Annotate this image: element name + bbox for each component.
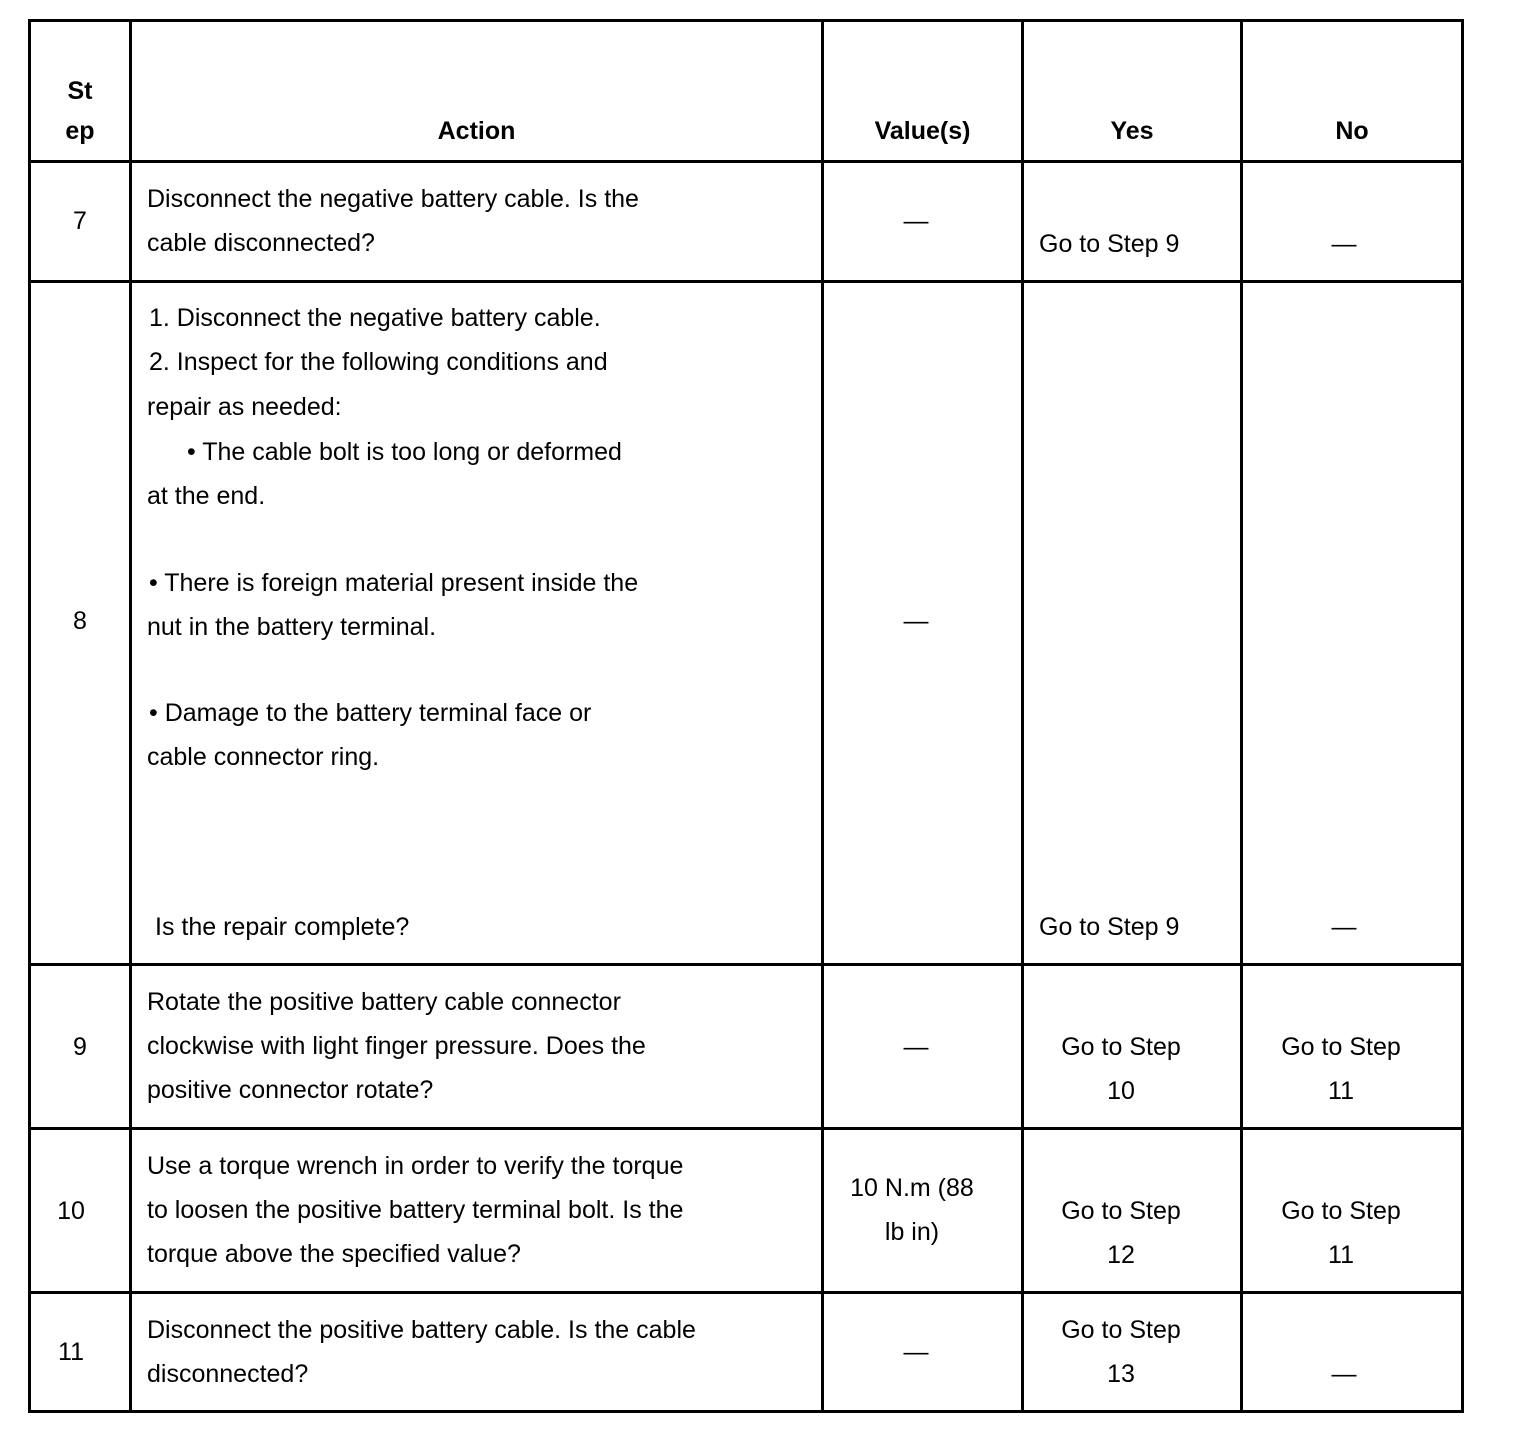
action-line: Disconnect the negative battery cable. Is the (147, 185, 639, 213)
yes-cell (1024, 1308, 1218, 1396)
row-divider (28, 1291, 1464, 1294)
yes-line: 12 (1107, 1241, 1135, 1269)
yes-line: Go to Step (1061, 1197, 1181, 1225)
no-line: 11 (1328, 1077, 1354, 1105)
action-text (147, 980, 646, 1112)
action-line: Disconnect the positive battery cable. Is the cable (147, 1316, 696, 1344)
header-divider (28, 160, 1464, 163)
step-number: 10 (57, 1197, 85, 1225)
no-line: Go to Step (1281, 1197, 1401, 1225)
value-cell: — (903, 207, 929, 235)
column-divider (129, 19, 132, 1413)
action-line: • Damage to the battery terminal face or (149, 699, 592, 727)
yes-cell: Go to Step 9 (1039, 913, 1180, 941)
step-number: 9 (73, 1033, 87, 1061)
header-step (31, 71, 129, 151)
action-line: Is the repair complete? (155, 913, 410, 941)
row-divider (28, 280, 1464, 283)
step-number: 7 (73, 207, 87, 235)
header-no: No (1335, 117, 1369, 145)
action-line: 1. Disconnect the negative battery cable. (149, 304, 601, 332)
table-border-top (28, 19, 1464, 22)
step-number: 11 (58, 1338, 84, 1366)
yes-line: 10 (1107, 1077, 1135, 1105)
yes-line: 13 (1107, 1360, 1135, 1388)
action-line: at the end. (147, 482, 266, 510)
action-line: clockwise with light finger pressure. Does the (147, 1032, 646, 1060)
value-line: 10 N.m (88 (850, 1174, 974, 1202)
no-line: 11 (1328, 1241, 1354, 1269)
no-cell: — (1331, 230, 1357, 258)
action-text (147, 1308, 696, 1396)
header-step-line2: ep (65, 117, 95, 145)
yes-line: Go to Step (1061, 1033, 1181, 1061)
action-line: disconnected? (147, 1360, 309, 1388)
value-cell: — (903, 1033, 929, 1061)
value-cell (824, 1166, 1000, 1254)
header-step-line1: St (67, 77, 93, 105)
no-cell: — (1331, 1360, 1357, 1388)
no-cell (1243, 1025, 1439, 1113)
table-border-right (1461, 19, 1464, 1413)
action-line: • The cable bolt is too long or deformed (187, 438, 622, 466)
yes-cell (1024, 1189, 1218, 1277)
header-action: Action (437, 117, 516, 145)
no-cell (1243, 1189, 1439, 1277)
action-line: 2. Inspect for the following conditions and (149, 348, 608, 376)
action-line: Rotate the positive battery cable connector (147, 988, 621, 1016)
action-line: • There is foreign material present inside the (149, 569, 639, 597)
action-line: positive connector rotate? (147, 1076, 434, 1104)
action-line: cable disconnected? (147, 229, 375, 257)
row-divider (28, 963, 1464, 966)
action-text (147, 177, 639, 265)
row-divider (28, 1127, 1464, 1130)
action-line: cable connector ring. (147, 743, 380, 771)
yes-cell (1024, 1025, 1218, 1113)
action-line: nut in the battery terminal. (147, 613, 437, 641)
action-line: torque above the specified value? (147, 1240, 521, 1268)
action-line: Use a torque wrench in order to verify the torque (147, 1152, 684, 1180)
table-border-bottom (28, 1410, 1464, 1413)
header-yes: Yes (1110, 117, 1154, 145)
no-cell: — (1331, 913, 1357, 941)
value-line: lb in) (884, 1218, 940, 1246)
action-line: to loosen the positive battery terminal bolt. Is the (147, 1196, 684, 1224)
diagnostic-table (28, 19, 1464, 1413)
action-line: repair as needed: (147, 393, 342, 421)
yes-cell: Go to Step 9 (1039, 230, 1180, 258)
action-text (147, 1144, 683, 1276)
header-values: Value(s) (874, 117, 971, 145)
yes-line: Go to Step (1061, 1316, 1181, 1344)
value-cell: — (903, 1338, 929, 1366)
no-line: Go to Step (1281, 1033, 1401, 1061)
value-cell: — (903, 607, 929, 635)
step-number: 8 (73, 607, 87, 635)
